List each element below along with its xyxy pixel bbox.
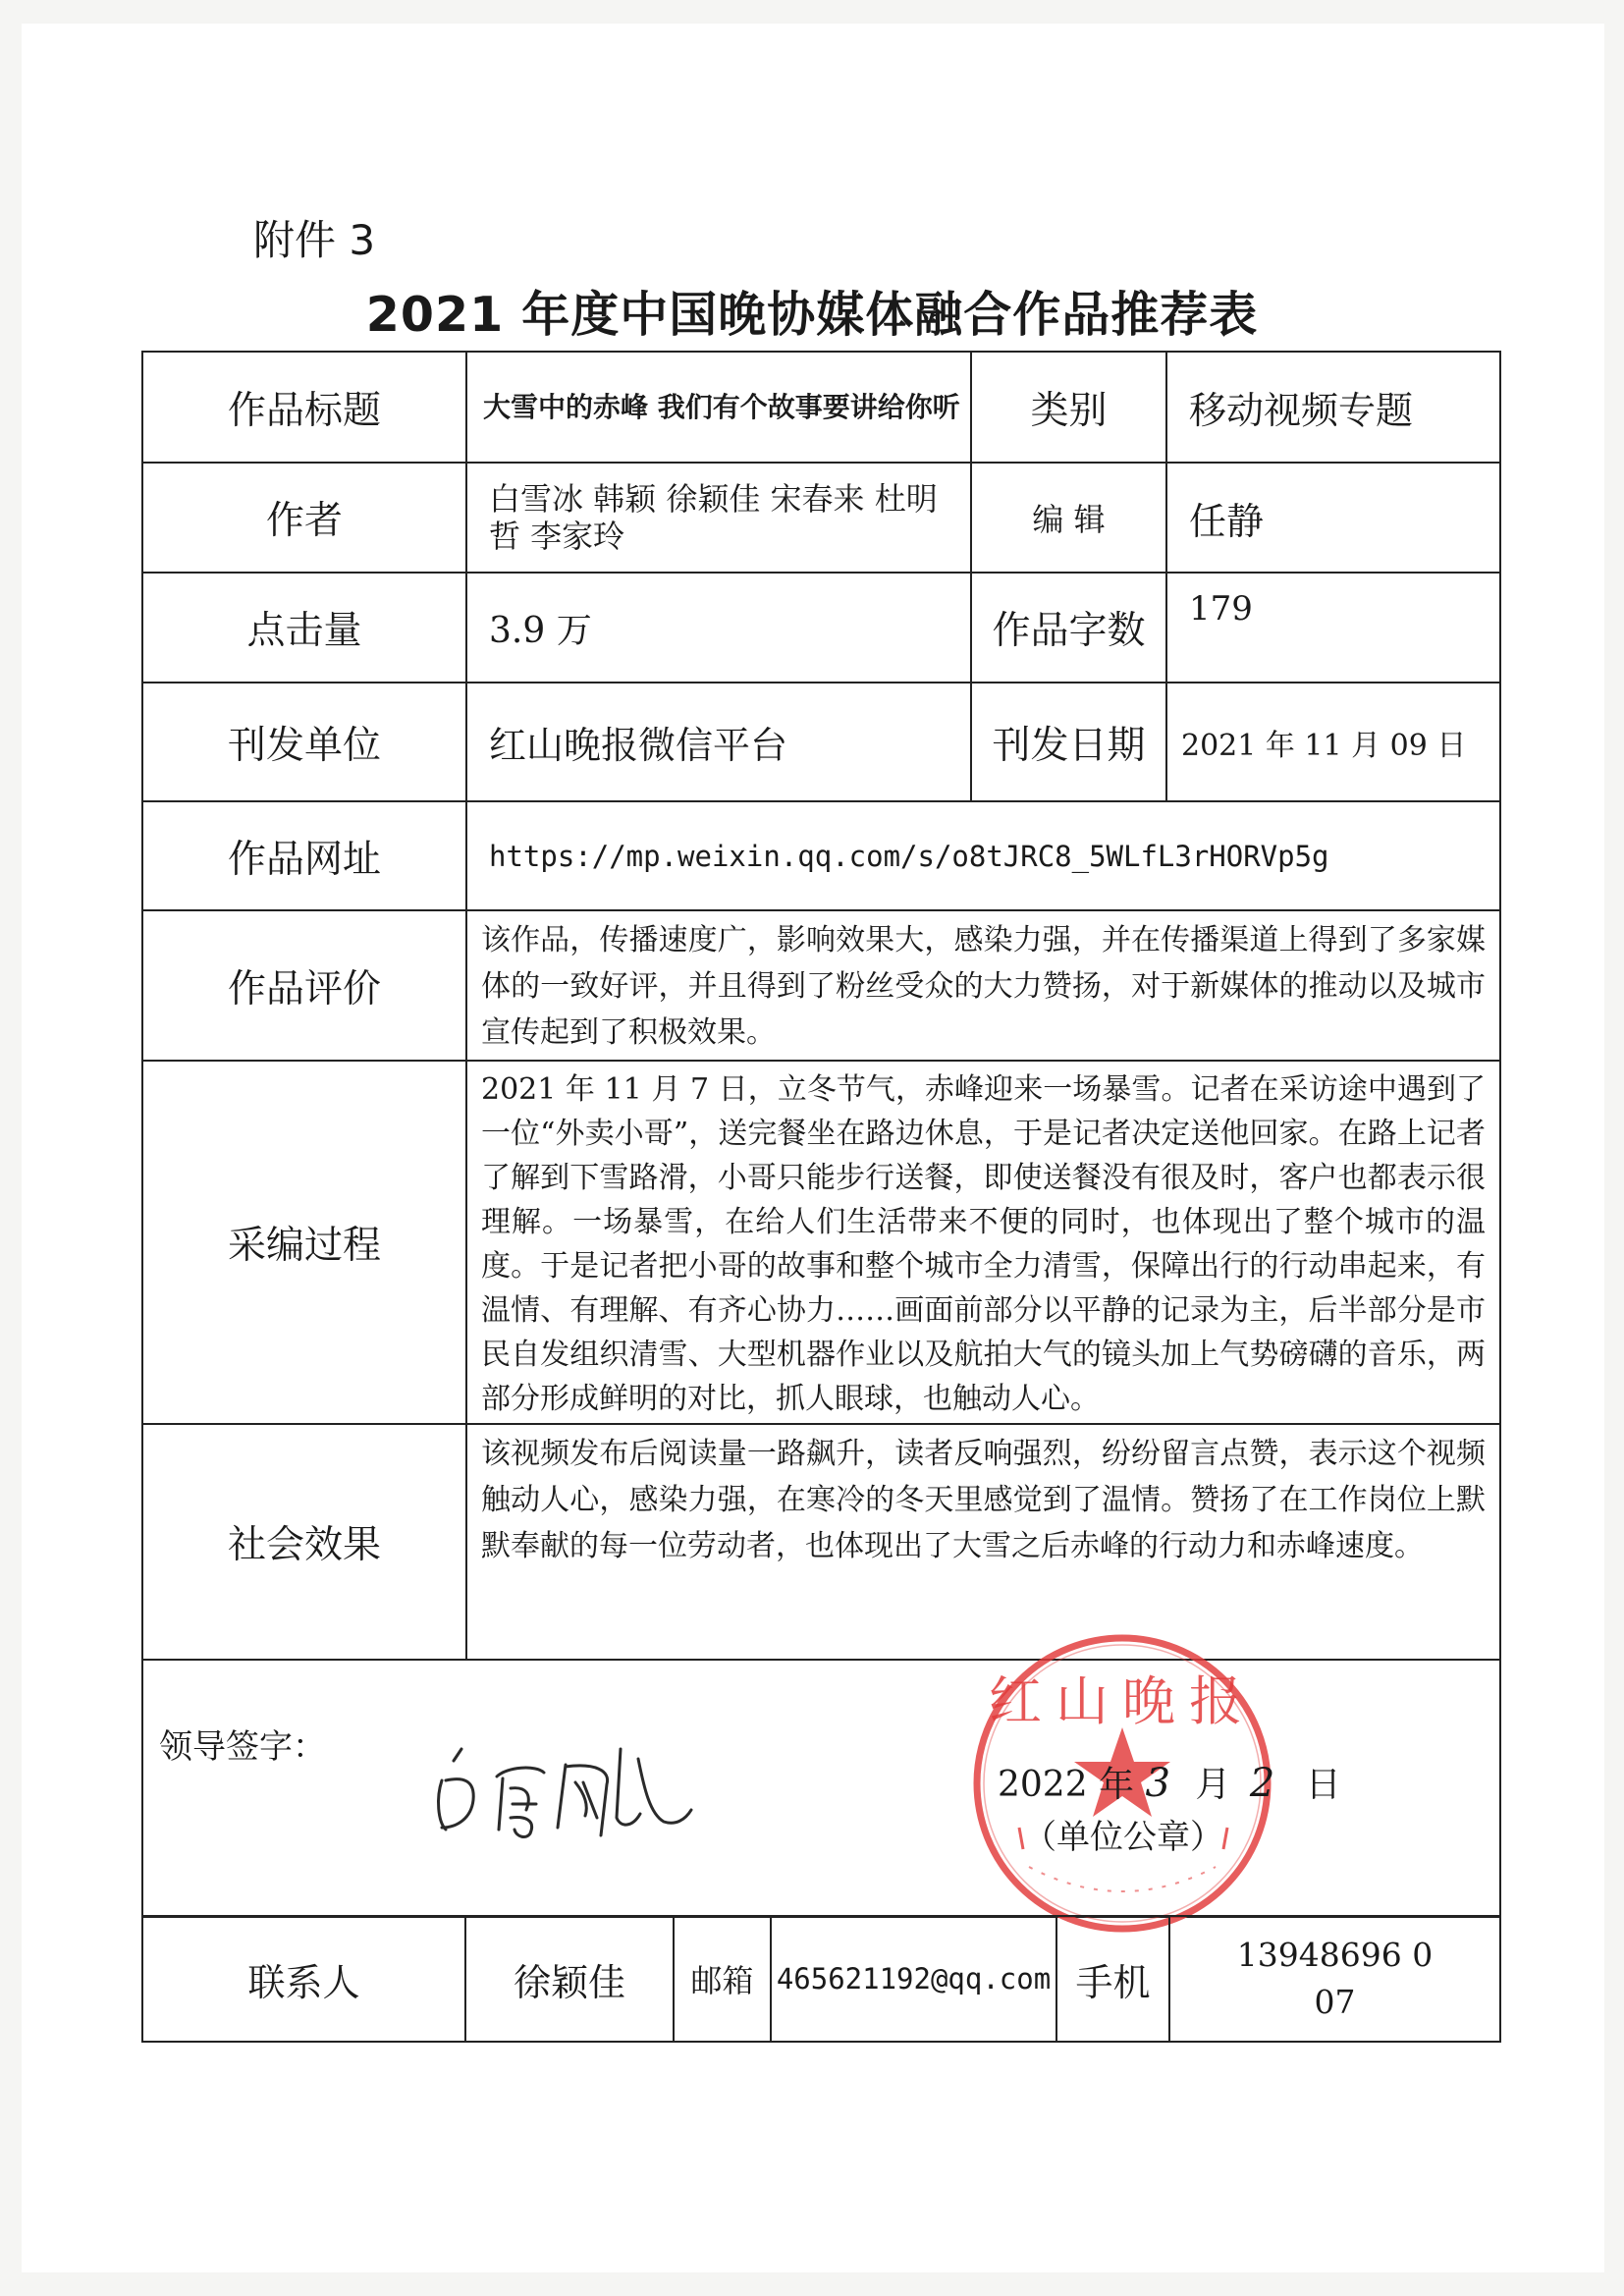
signature-cell — [142, 1660, 1500, 1917]
row-clicks — [142, 573, 1500, 683]
author-value: 白雪冰 韩颖 徐颖佳 宋春来 杜明哲 李家玲 — [466, 463, 971, 573]
clicks-value: 3.9 万 — [466, 573, 971, 683]
row-title — [142, 352, 1500, 463]
url-label: 作品网址 — [142, 801, 466, 910]
author-label: 作者 — [142, 463, 466, 573]
sign-date — [998, 1757, 1341, 1807]
editor-label: 编 辑 — [971, 463, 1166, 573]
word-count-label: 作品字数 — [971, 573, 1166, 683]
row-evaluation — [142, 910, 1500, 1061]
evaluation-label: 作品评价 — [142, 910, 466, 1061]
work-title-label: 作品标题 — [142, 352, 466, 463]
evaluation-value: 该作品，传播速度广，影响效果大，感染力强，并在传播渠道上得到了多家媒体的一致好评，并且得到了粉丝受众的大力赞扬，对于新媒体的推动以及城市宣传起到了积极效果。 — [466, 910, 1500, 1061]
category-value: 移动视频专题 — [1166, 352, 1500, 463]
row-social-effect — [142, 1424, 1500, 1660]
seal-caption: （单位公章） — [1023, 1818, 1223, 1857]
email-label: 邮箱 — [674, 1916, 771, 2042]
publish-date-label: 刊发日期 — [971, 683, 1166, 801]
form-title: 2021 年度中国晚协媒体融合作品推荐表 — [365, 287, 1259, 343]
editor-value: 任静 — [1166, 463, 1500, 573]
clicks-label: 点击量 — [142, 573, 466, 683]
social-effect-value: 该视频发布后阅读量一路飙升，读者反响强烈，纷纷留言点赞，表示这个视频触动人心，感染力强，在寒冷的冬天里感觉到了温情。赞扬了在工作岗位上默默奉献的每一位劳动者，也体现出了大雪之后赤峰的行动力和赤峰速度。 — [466, 1424, 1500, 1660]
sign-month-suffix: 月 — [1195, 1765, 1231, 1805]
row-process — [142, 1061, 1500, 1424]
row-url — [142, 801, 1500, 910]
process-label: 采编过程 — [142, 1061, 466, 1424]
process-value: 2021 年 11 月 7 日，立冬节气，赤峰迎来一场暴雪。记者在采访途中遇到了一位“外卖小哥”，送完餐坐在路边休息，于是记者决定送他回家。在路上记者了解到下雪路滑，小哥只能步行送餐，即使送餐没有很及时，客户也都表示很理解。一场暴雪，在给人们生活带来不便的同时，也体现出了整个城市的温度。于是记者把小哥的故事和整个城市全力清雪，保障出行的行动串起来，有温情、有理解、有齐心协力……画面前部分以平静的记录为主，后半部分是市民自发组织清雪、大型机器作业以及航拍大气的镜头加上气势磅礴的音乐，两部分形成鲜明的对比，抓人眼球，也触动人心。 — [466, 1061, 1500, 1424]
contact-name: 徐颖佳 — [465, 1916, 674, 2042]
sign-day-suffix: 日 — [1305, 1765, 1341, 1805]
row-publisher — [142, 683, 1500, 801]
publisher-label: 刊发单位 — [142, 683, 466, 801]
seal-text: 红山晚报 — [989, 1670, 1256, 1732]
sign-month-handwritten: 3 — [1145, 1761, 1170, 1806]
row-signature — [142, 1660, 1500, 1917]
url-value: https://mp.weixin.qq.com/s/o8tJRC8_5WLfL3rHORVp5g — [466, 801, 1500, 910]
word-count-value: 179 — [1166, 573, 1500, 683]
contact-label: 联系人 — [142, 1916, 465, 2042]
publish-date-value: 2021 年 11 月 09 日 — [1166, 683, 1500, 801]
publisher-value: 红山晚报微信平台 — [466, 683, 971, 801]
signature-label: 领导签字： — [159, 1727, 326, 1767]
contact-table — [141, 1915, 1501, 2043]
category-label: 类别 — [971, 352, 1166, 463]
sign-day-handwritten: 2 — [1249, 1761, 1275, 1806]
recommendation-form — [141, 351, 1501, 1918]
email-value: 465621192@qq.com — [771, 1916, 1056, 2042]
attachment-label: 附件 3 — [253, 216, 376, 264]
leader-signature — [428, 1720, 723, 1847]
row-author — [142, 463, 1500, 573]
work-title-value: 大雪中的赤峰 我们有个故事要讲给你听 — [466, 352, 971, 463]
sign-date-prefix: 2022 年 — [998, 1765, 1135, 1805]
phone-label: 手机 — [1056, 1916, 1169, 2042]
phone-value: 13948696 007 — [1169, 1916, 1500, 2042]
social-effect-label: 社会效果 — [142, 1424, 466, 1660]
